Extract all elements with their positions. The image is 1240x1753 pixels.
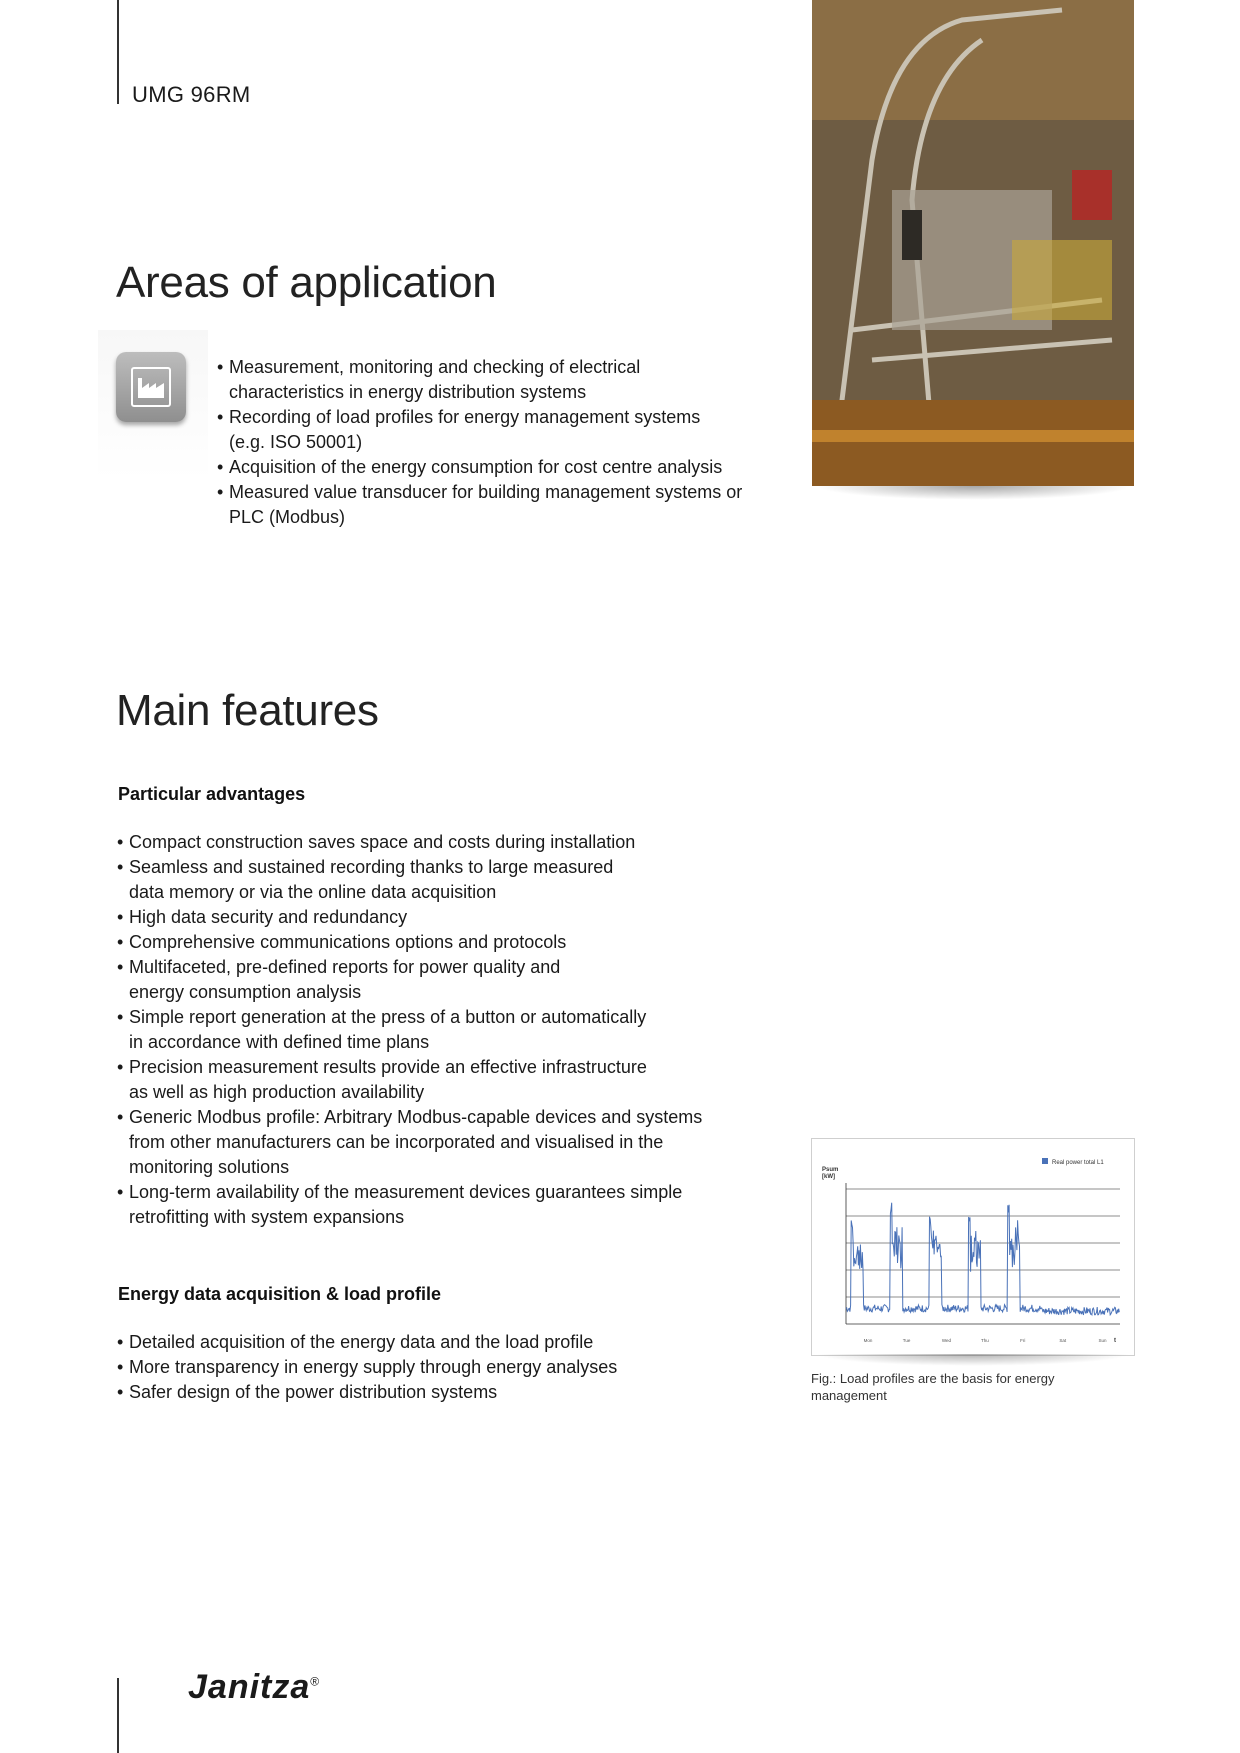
x-tick-label: Wed <box>941 1338 952 1343</box>
y-axis-label-line1: Psum <box>822 1167 839 1173</box>
areas-item-line: Measurement, monitoring and checking of electrical <box>229 357 641 377</box>
advantage-line: Generic Modbus profile: Arbitrary Modbus-capable devices and systems <box>129 1107 703 1127</box>
areas-title: Areas of application <box>116 258 497 307</box>
y-axis-label-line2: [kW] <box>822 1174 835 1180</box>
caption-line: management <box>811 1388 887 1403</box>
areas-item-line: Acquisition of the energy consumption for cost centre analysis <box>229 457 723 477</box>
areas-item-line: PLC (Modbus) <box>229 507 346 527</box>
advantage-item <box>117 830 797 855</box>
features-title: Main features <box>116 686 379 735</box>
advantage-line: in accordance with defined time plans <box>129 1032 430 1052</box>
advantages-heading: Particular advantages <box>118 784 306 804</box>
energy-heading: Energy data acquisition & load profile <box>118 1284 442 1304</box>
energy-list <box>117 1330 797 1405</box>
figure-caption <box>811 1370 1131 1404</box>
advantage-line: retrofitting with system expansions <box>129 1207 405 1227</box>
areas-item <box>217 480 797 530</box>
energy-item <box>117 1330 797 1355</box>
energy-item <box>117 1355 797 1380</box>
advantage-line: Seamless and sustained recording thanks to large measured <box>129 857 614 877</box>
advantage-line: Multifaceted, pre-defined reports for power quality and <box>129 957 561 977</box>
advantage-line: Simple report generation at the press of a button or automatically <box>129 1007 647 1027</box>
photo-shadow <box>816 486 1132 500</box>
areas-item-line: Measured value transducer for building management systems or <box>229 482 743 502</box>
x-tick-label: Mon <box>863 1338 873 1343</box>
areas-item-line: Recording of load profiles for energy management systems <box>229 407 701 427</box>
advantage-item <box>117 1005 797 1055</box>
x-tick-label: Thu <box>981 1338 989 1343</box>
areas-item-line: (e.g. ISO 50001) <box>229 432 363 452</box>
energy-line: Safer design of the power distribution systems <box>129 1382 498 1402</box>
energy-item <box>117 1380 797 1405</box>
advantage-line: High data security and redundancy <box>129 907 408 927</box>
advantage-line: Comprehensive communications options and protocols <box>129 932 567 952</box>
advantage-line: data memory or via the online data acquisition <box>129 882 497 902</box>
load-profile-chart-frame <box>811 1138 1135 1356</box>
chart-grid <box>846 1189 1120 1324</box>
janitza-logo <box>188 1668 320 1707</box>
x-tick-label: Sat <box>1059 1338 1067 1343</box>
x-tick-label: Tue <box>902 1338 911 1343</box>
advantage-line: from other manufacturers can be incorporated and visualised in the <box>129 1132 664 1152</box>
advantage-line: Precision measurement results provide an effective infrastructure <box>129 1057 647 1077</box>
caption-line: Fig.: Load profiles are the basis for energy <box>811 1371 1055 1386</box>
industry-icon-wrap <box>98 330 208 480</box>
x-tick-labels <box>864 1338 1107 1343</box>
energy-line: Detailed acquisition of the energy data and the load profile <box>129 1332 594 1352</box>
chart-shadow <box>815 1354 1131 1366</box>
brand-mark: ® <box>310 1674 321 1689</box>
legend-swatch <box>1042 1158 1048 1164</box>
advantage-item <box>117 1105 797 1180</box>
x-tick-label: Sun <box>1098 1338 1107 1343</box>
areas-item <box>217 355 797 405</box>
header-rule <box>117 0 119 104</box>
product-title: UMG 96RM <box>132 82 251 107</box>
x-tick-label: Fri <box>1020 1338 1026 1343</box>
brand-name: Janitza <box>188 1668 311 1706</box>
advantage-item <box>117 930 797 955</box>
advantage-item <box>117 1055 797 1105</box>
advantage-line: as well as high production availability <box>129 1082 425 1102</box>
energy-line: More transparency in energy supply through energy analyses <box>129 1357 618 1377</box>
areas-item <box>217 405 797 455</box>
factory-icon <box>116 352 186 422</box>
advantage-item <box>117 855 797 905</box>
car-body-illustration <box>812 0 1134 486</box>
factory-photo <box>812 0 1134 486</box>
advantage-line: Long-term availability of the measurement devices guarantees simple <box>129 1182 683 1202</box>
load-profile-chart <box>812 1139 1134 1355</box>
areas-list <box>217 355 797 530</box>
footer-rule <box>117 1678 119 1753</box>
series-line-real-power <box>846 1203 1119 1315</box>
advantage-line: Compact construction saves space and costs during installation <box>129 832 636 852</box>
x-axis-label: t <box>1114 1338 1116 1344</box>
advantages-list <box>117 830 797 1230</box>
advantage-line: energy consumption analysis <box>129 982 362 1002</box>
advantage-item <box>117 905 797 930</box>
areas-item-line: characteristics in energy distribution systems <box>229 382 587 402</box>
legend-label: Real power total L1 <box>1052 1160 1104 1166</box>
advantage-item <box>117 955 797 1005</box>
advantage-item <box>117 1180 797 1230</box>
areas-item <box>217 455 797 480</box>
advantage-line: monitoring solutions <box>129 1157 290 1177</box>
